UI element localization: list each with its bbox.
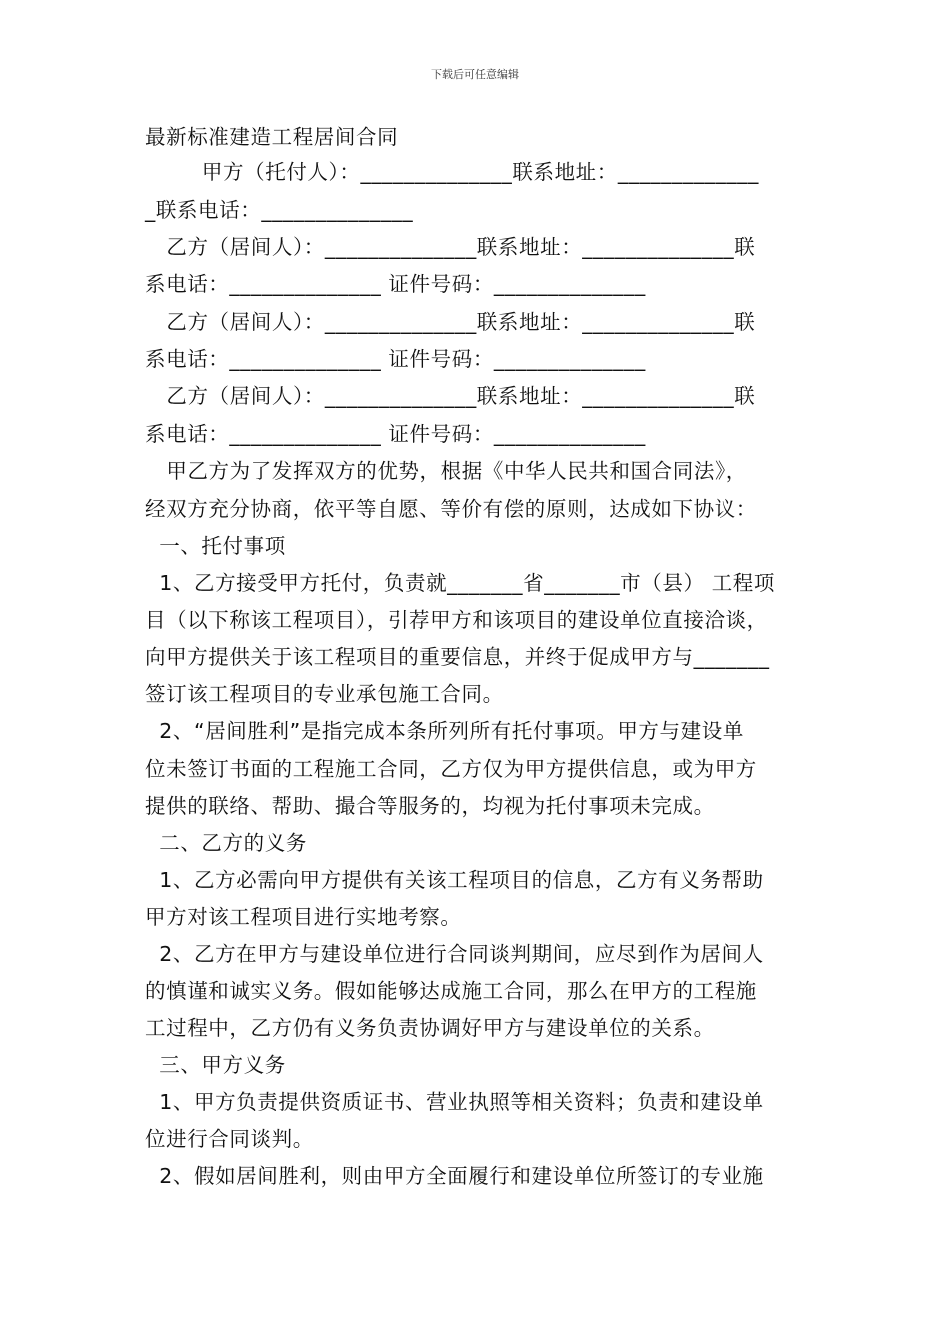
text-line: 位进行合同谈判。 [145, 1127, 314, 1151]
text-line: 目（以下称该工程项目），引荐甲方和该项目的建设单位直接洽谈， [145, 608, 768, 632]
text-line: 2、乙方在甲方与建设单位进行合同谈判期间，应尽到作为居间人 [145, 942, 764, 966]
text-line: 系电话：______________ 证件号码：______________ [145, 272, 646, 296]
text-line: 1、甲方负责提供资质证书、营业执照等相关资料；负责和建设单 [145, 1090, 764, 1114]
text-line: 1、乙方必需向甲方提供有关该工程项目的信息，乙方有义务帮助 [145, 868, 764, 892]
text-line: 甲方对该工程项目进行实地考察。 [145, 905, 462, 929]
text-line: 甲乙方为了发挥双方的优势，根据《中华人民共和国合同法》， [145, 459, 747, 483]
text-line: 系电话：______________ 证件号码：______________ [145, 347, 646, 371]
text-line: 乙方（居间人）：______________联系地址：______________联 [145, 384, 756, 408]
text-line: 签订该工程项目的专业承包施工合同。 [145, 682, 504, 706]
text-line: 提供的联络、帮助、撮合等服务的，均视为托付事项未完成。 [145, 794, 715, 818]
text-line: 乙方（居间人）：______________联系地址：______________联 [145, 310, 756, 334]
text-line: 向甲方提供关于该工程项目的重要信息，并终于促成甲方与_______ [145, 645, 770, 669]
section-heading: 三、甲方义务 [145, 1053, 286, 1077]
text-line: _联系电话：______________ [145, 198, 414, 222]
text-line: 经双方充分协商，依平等自愿、等价有偿的原则，达成如下协议： [145, 497, 757, 521]
document-title: 最新标准建造工程居间合同 [145, 125, 399, 149]
text-line: 2、假如居间胜利，则由甲方全面履行和建设单位所签订的专业施 [145, 1164, 764, 1188]
text-line: 的慎谨和诚实义务。假如能够达成施工合同，那么在甲方的工程施 [145, 979, 757, 1003]
text-line: 乙方（居间人）：______________联系地址：______________联 [145, 235, 756, 259]
section-heading: 二、乙方的义务 [145, 831, 307, 855]
text-line: 工过程中，乙方仍有义务负责协调好甲方与建设单位的关系。 [145, 1016, 715, 1040]
section-heading: 一、托付事项 [145, 534, 286, 558]
text-line: 2、“居间胜利”是指完成本条所列所有托付事项。甲方与建设单 [145, 719, 744, 743]
text-line: 位未签订书面的工程施工合同，乙方仅为甲方提供信息，或为甲方 [145, 757, 757, 781]
text-line: 甲方（托付人）：______________联系地址：_____________ [145, 160, 759, 184]
page-header: 下载后可任意编辑 [431, 68, 519, 81]
text-line: 系电话：______________ 证件号码：______________ [145, 422, 646, 446]
text-line: 1、乙方接受甲方托付，负责就_______省_______市（县） 工程项 [145, 571, 775, 595]
